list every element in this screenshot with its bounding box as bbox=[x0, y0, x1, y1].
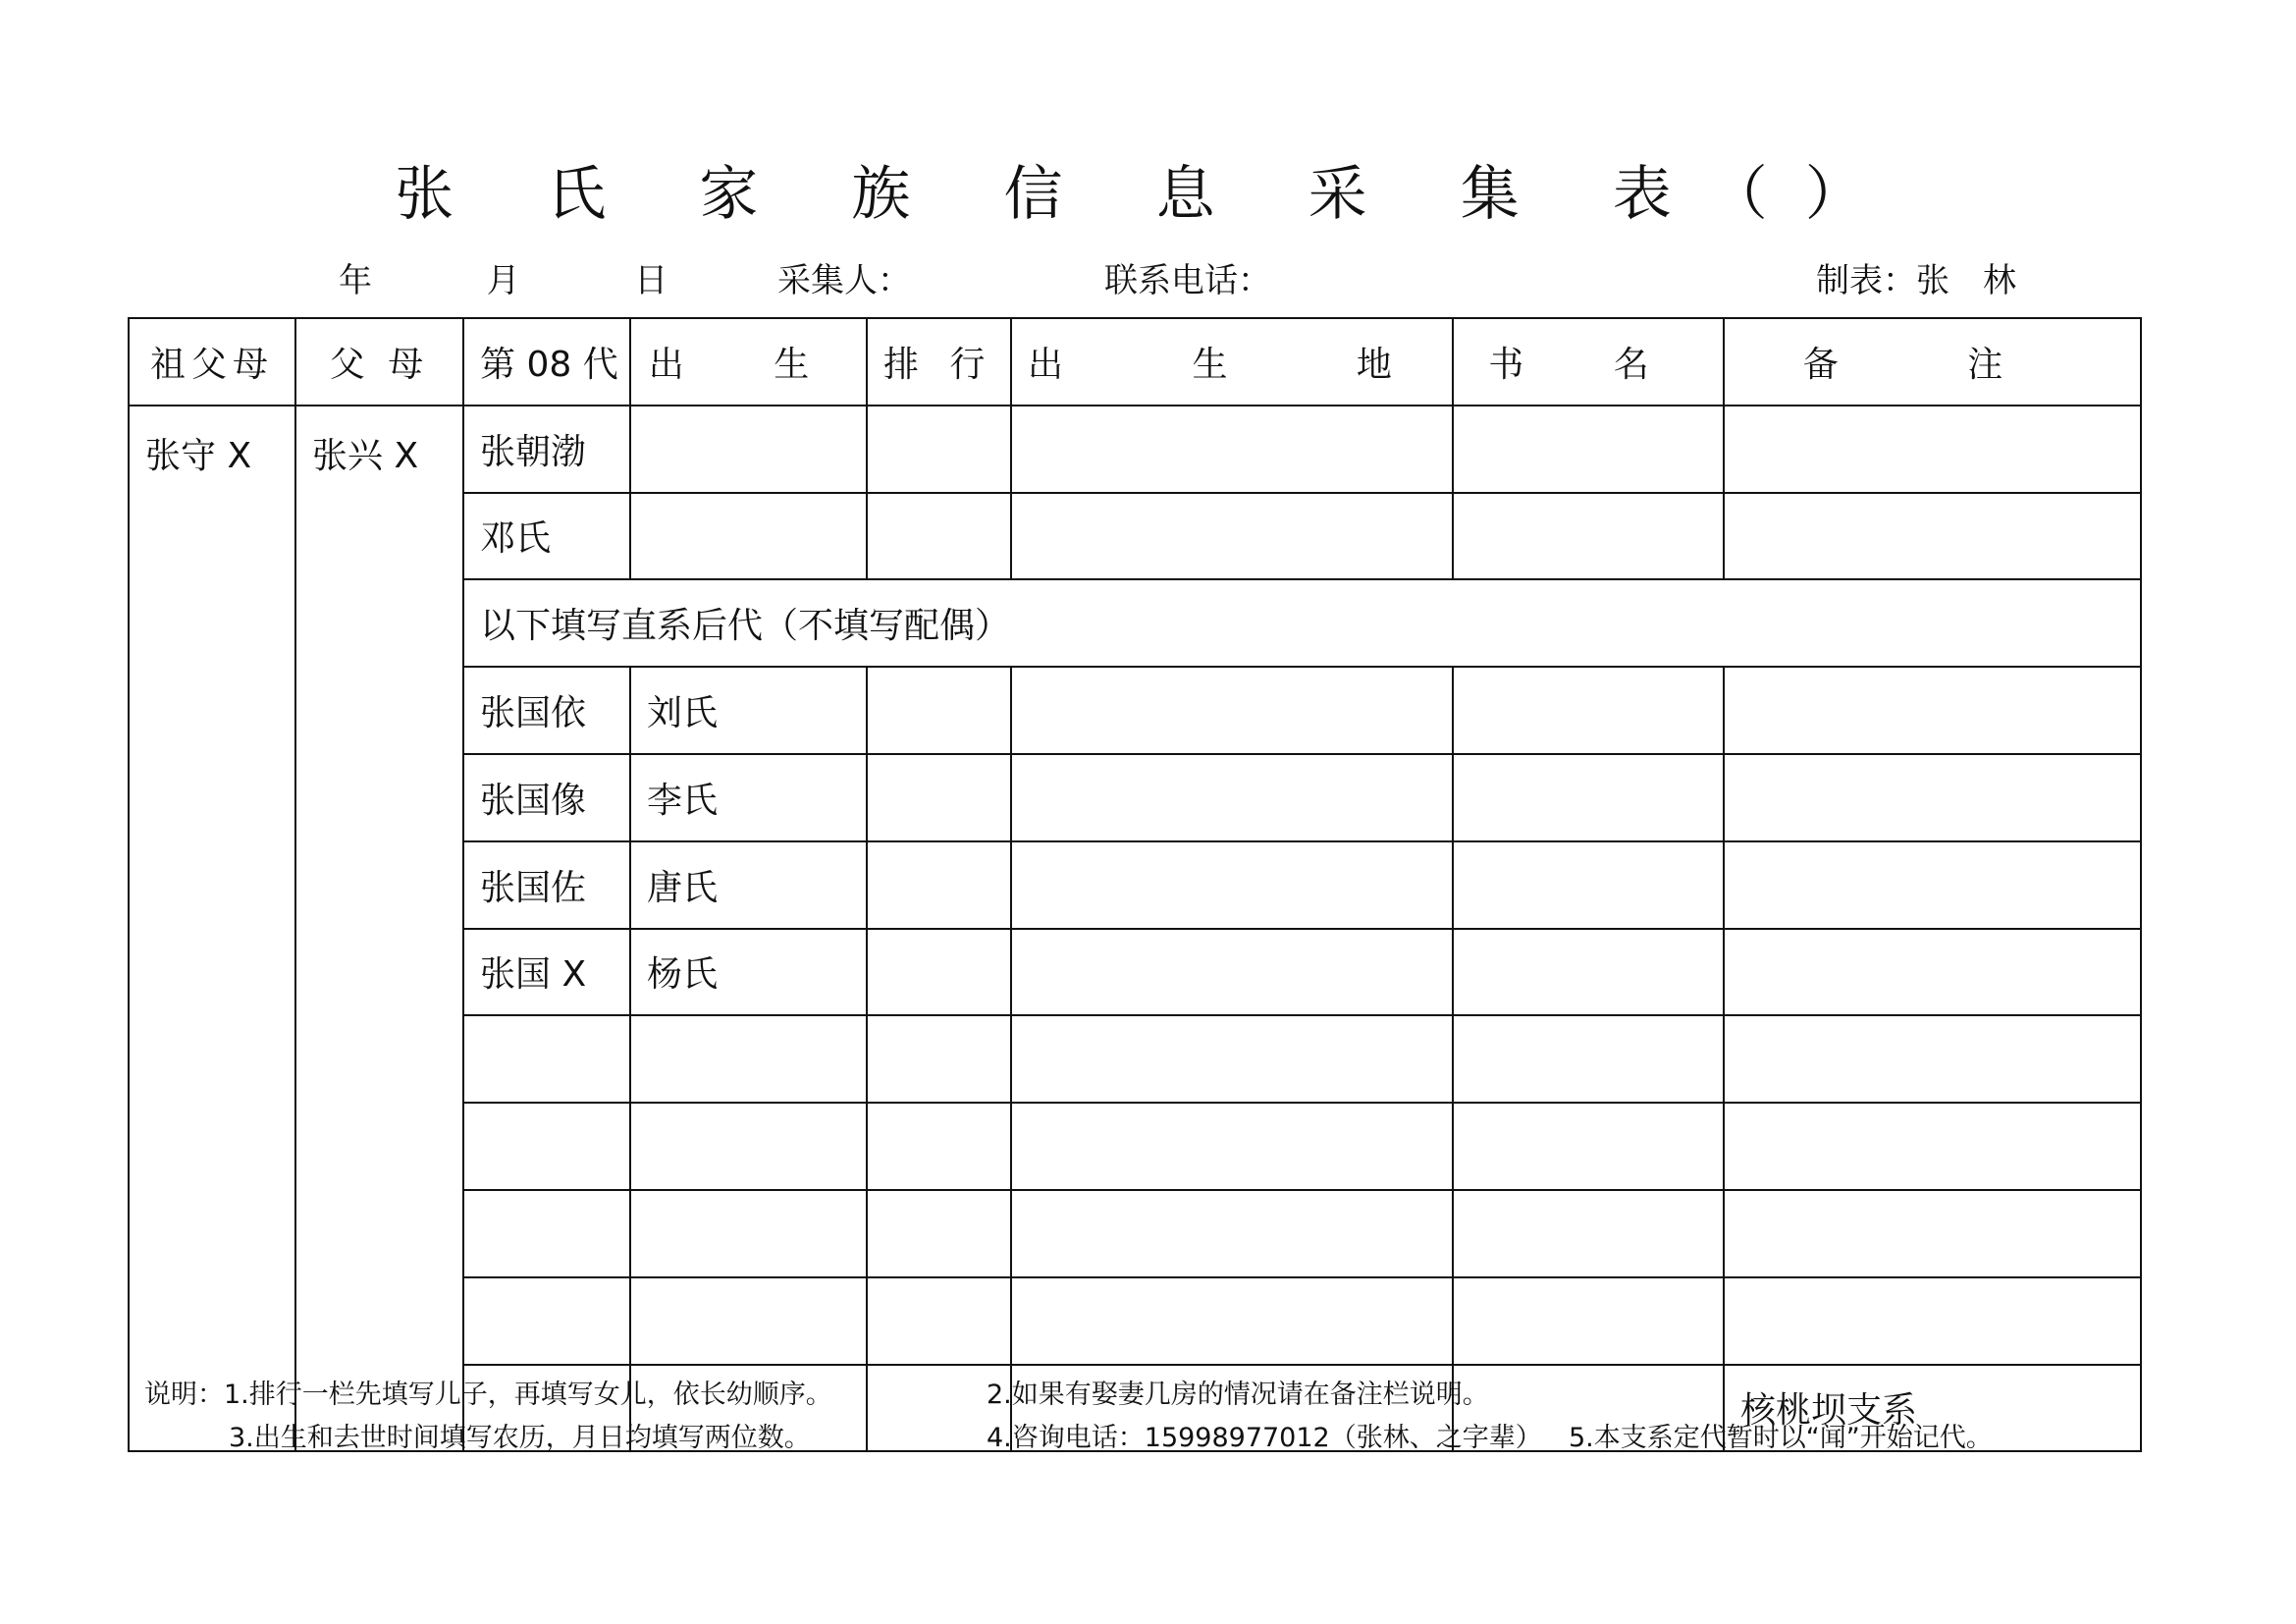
birth-cell[interactable] bbox=[630, 406, 867, 493]
form-title: 张 氏 家 族 信 息 采 集 表（） bbox=[395, 160, 1901, 229]
note-3: 3.出生和去世时间填写农历，月日均填写两位数。 bbox=[229, 1423, 811, 1453]
branch-remark-cell[interactable]: 核桃坝支系 bbox=[1724, 1365, 2141, 1452]
header-book-name: 书 名 bbox=[1453, 318, 1724, 406]
remark-cell[interactable] bbox=[1724, 667, 2141, 754]
header-rank: 排 行 bbox=[867, 318, 1011, 406]
spouse-cell[interactable] bbox=[630, 1190, 867, 1277]
book-name-cell[interactable] bbox=[1453, 1103, 1724, 1190]
rank-cell[interactable] bbox=[867, 493, 1011, 580]
rank-cell[interactable] bbox=[867, 1015, 1011, 1103]
spouse-cell[interactable]: 杨氏 bbox=[630, 929, 867, 1016]
birth-cell[interactable] bbox=[630, 493, 867, 580]
note-2: 2.如果有娶妻几房的情况请在备注栏说明。 bbox=[987, 1380, 1489, 1410]
birthplace-cell[interactable] bbox=[1011, 929, 1453, 1016]
header-remarks: 备 注 bbox=[1724, 318, 2141, 406]
note-1: 说明：1.排行一栏先填写儿子，再填写女儿，依长幼顺序。 bbox=[144, 1380, 832, 1410]
collector-label: 采集人： bbox=[777, 261, 911, 300]
remark-cell[interactable] bbox=[1724, 1277, 2141, 1365]
book-name-cell[interactable] bbox=[1453, 1015, 1724, 1103]
month-label: 月 bbox=[486, 261, 520, 300]
remark-cell[interactable] bbox=[1724, 841, 2141, 929]
spouse-cell[interactable]: 唐氏 bbox=[630, 841, 867, 929]
rank-cell[interactable] bbox=[867, 406, 1011, 493]
day-label: 日 bbox=[634, 261, 668, 300]
parent-cell[interactable]: 张兴 X bbox=[295, 406, 463, 1452]
remark-cell[interactable] bbox=[1724, 493, 2141, 580]
header-generation: 第 08 代 bbox=[463, 318, 630, 406]
header-row bbox=[129, 318, 2141, 406]
remark-cell[interactable] bbox=[1724, 1015, 2141, 1103]
remark-cell[interactable] bbox=[1724, 1103, 2141, 1190]
rank-cell[interactable] bbox=[867, 841, 1011, 929]
date-line bbox=[339, 253, 667, 301]
maker-label: 制表：张 林 bbox=[1816, 261, 2016, 300]
section-note: 以下填写直系后代（不填写配偶） bbox=[463, 579, 2141, 667]
note-4: 4.咨询电话：15998977012（张林、之字辈） bbox=[987, 1423, 1542, 1453]
descendant-name-cell[interactable] bbox=[463, 1103, 630, 1190]
descendant-name-cell[interactable]: 张国 X bbox=[463, 929, 630, 1016]
header-parents: 父 母 bbox=[295, 318, 463, 406]
birthplace-cell[interactable] bbox=[1011, 754, 1453, 841]
book-name-cell[interactable] bbox=[1453, 1190, 1724, 1277]
birthplace-cell[interactable] bbox=[1011, 841, 1453, 929]
book-name-cell[interactable] bbox=[1453, 841, 1724, 929]
table-row bbox=[129, 406, 2141, 493]
descendant-name-cell[interactable] bbox=[463, 1277, 630, 1365]
book-name-cell[interactable] bbox=[1453, 929, 1724, 1016]
book-name-cell[interactable] bbox=[1453, 667, 1724, 754]
header-birth: 出 生 bbox=[630, 318, 867, 406]
rank-cell[interactable] bbox=[867, 754, 1011, 841]
rank-cell[interactable] bbox=[867, 667, 1011, 754]
grandparent-cell[interactable]: 张守 X bbox=[129, 406, 295, 1452]
name-cell[interactable]: 邓氏 bbox=[463, 493, 630, 580]
name-cell[interactable]: 张朝渤 bbox=[463, 406, 630, 493]
book-name-cell[interactable] bbox=[1453, 406, 1724, 493]
spouse-cell[interactable]: 刘氏 bbox=[630, 667, 867, 754]
remark-cell[interactable] bbox=[1724, 754, 2141, 841]
header-birthplace: 出 生 地 bbox=[1011, 318, 1453, 406]
family-info-table bbox=[128, 317, 2142, 1452]
descendant-name-cell[interactable] bbox=[463, 1190, 630, 1277]
rank-cell[interactable] bbox=[867, 1103, 1011, 1190]
descendant-name-cell[interactable]: 张国像 bbox=[463, 754, 630, 841]
birthplace-cell[interactable] bbox=[1011, 493, 1453, 580]
phone-label: 联系电话： bbox=[1104, 261, 1271, 300]
book-name-cell[interactable] bbox=[1453, 493, 1724, 580]
birthplace-cell[interactable] bbox=[1011, 1190, 1453, 1277]
spouse-cell[interactable] bbox=[630, 1277, 867, 1365]
header-grandparents: 祖父母 bbox=[129, 318, 295, 406]
spouse-cell[interactable] bbox=[630, 1103, 867, 1190]
descendant-name-cell[interactable] bbox=[463, 1015, 630, 1103]
rank-cell[interactable] bbox=[867, 929, 1011, 1016]
spouse-cell[interactable]: 李氏 bbox=[630, 754, 867, 841]
note-5: 5.本支系定代暂时以“闻”开始记代。 bbox=[1569, 1423, 1993, 1453]
remark-cell[interactable] bbox=[1724, 1190, 2141, 1277]
year-label: 年 bbox=[339, 261, 372, 300]
remark-cell[interactable] bbox=[1724, 406, 2141, 493]
birthplace-cell[interactable] bbox=[1011, 406, 1453, 493]
book-name-cell[interactable] bbox=[1453, 754, 1724, 841]
spouse-cell[interactable] bbox=[630, 1015, 867, 1103]
birthplace-cell[interactable] bbox=[1011, 1103, 1453, 1190]
rank-cell[interactable] bbox=[867, 1277, 1011, 1365]
remark-cell[interactable] bbox=[1724, 929, 2141, 1016]
descendant-name-cell[interactable]: 张国依 bbox=[463, 667, 630, 754]
rank-cell[interactable] bbox=[867, 1190, 1011, 1277]
descendant-name-cell[interactable]: 张国佐 bbox=[463, 841, 630, 929]
birthplace-cell[interactable] bbox=[1011, 1277, 1453, 1365]
birthplace-cell[interactable] bbox=[1011, 1015, 1453, 1103]
book-name-cell[interactable] bbox=[1453, 1277, 1724, 1365]
birthplace-cell[interactable] bbox=[1011, 667, 1453, 754]
